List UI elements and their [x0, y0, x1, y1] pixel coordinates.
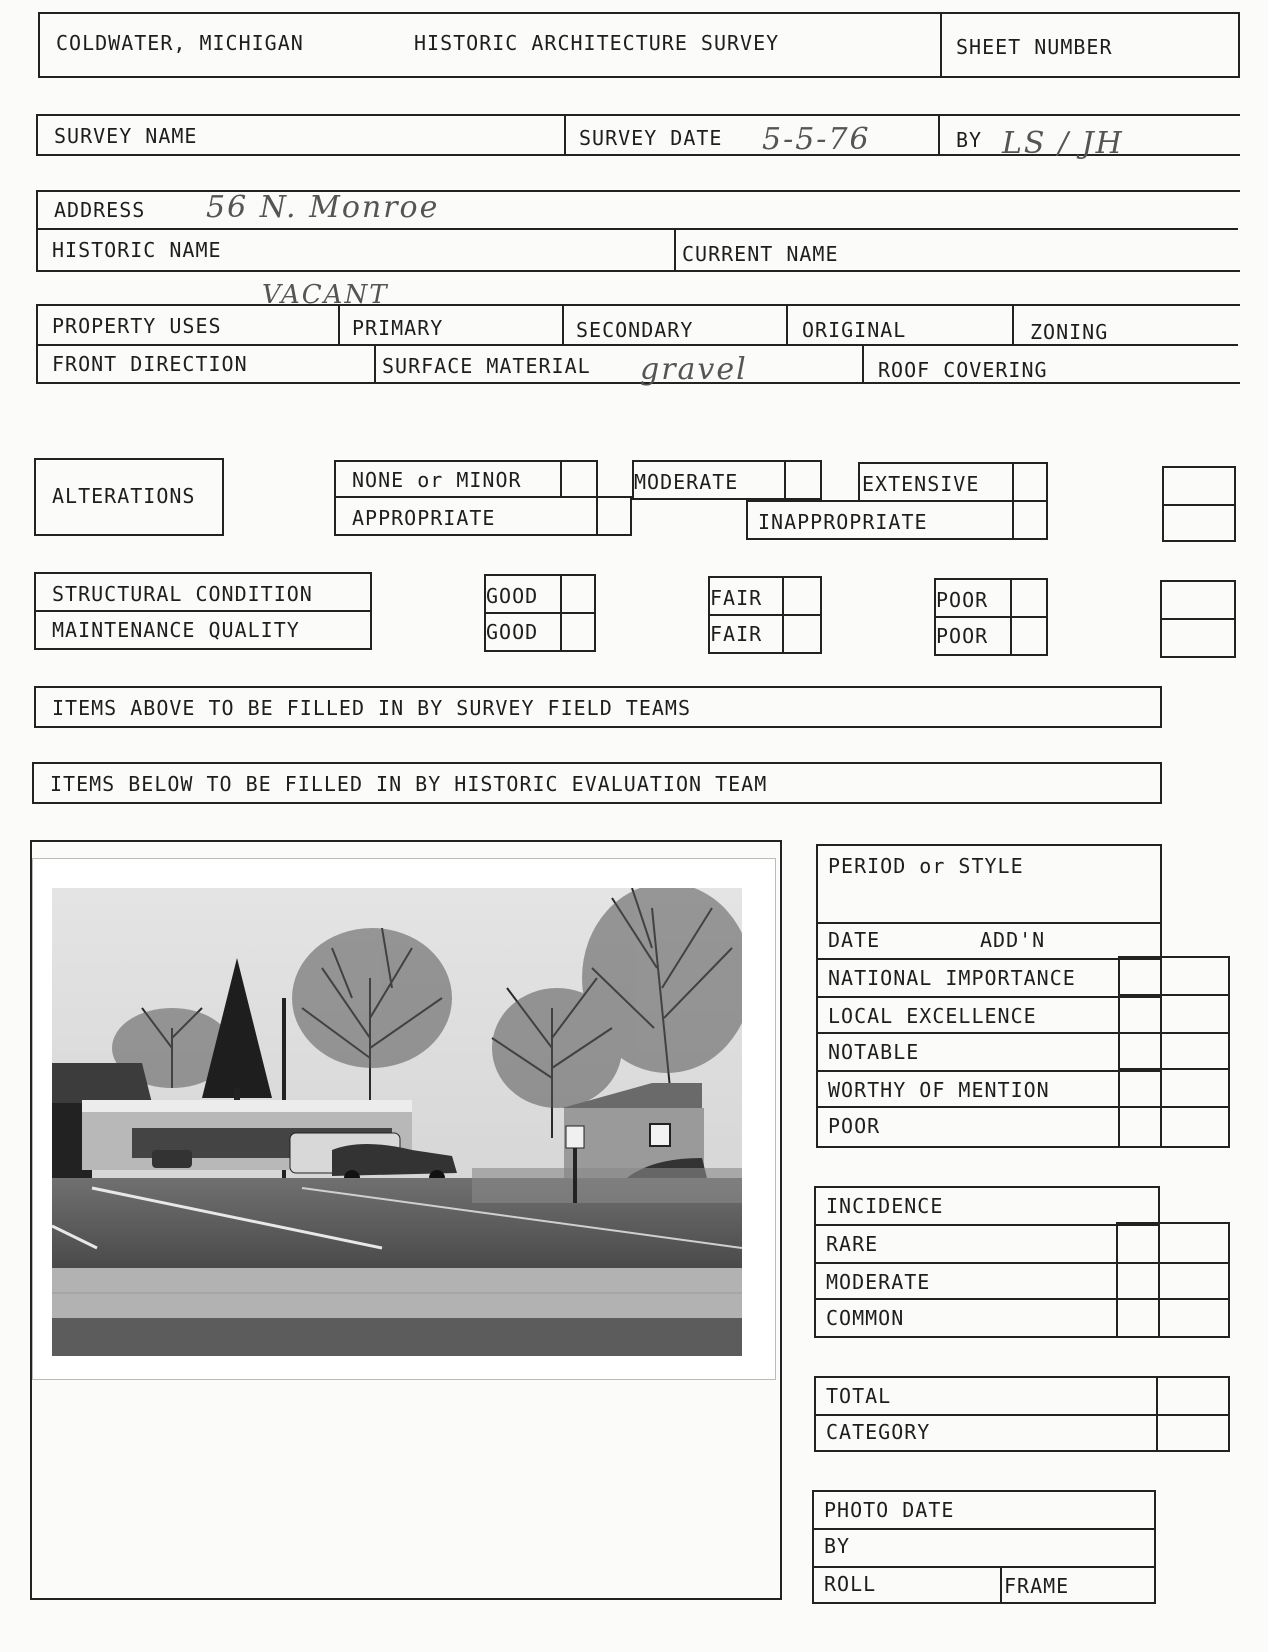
incidence-score-column[interactable] — [1116, 1222, 1230, 1338]
maintenance-poor-label: POOR — [936, 624, 989, 648]
incidence-label: INCIDENCE — [826, 1194, 944, 1218]
condition-labels-divider — [36, 610, 370, 612]
national-importance-label: NATIONAL IMPORTANCE — [828, 966, 1076, 990]
incidence-moderate-label: MODERATE — [826, 1270, 931, 1294]
survey-by-value[interactable]: LS / JH — [1002, 126, 1124, 161]
notice-above: ITEMS ABOVE TO BE FILLED IN BY SURVEY FIELD TEAMS — [52, 696, 692, 720]
evaluation-block — [816, 844, 1162, 1148]
incidence-line-2 — [816, 1262, 1158, 1264]
maintenance-fair-checkbox[interactable] — [782, 614, 820, 652]
header-divider — [940, 14, 942, 76]
worthy-of-mention-label: WORTHY OF MENTION — [828, 1078, 1050, 1102]
photo-date-label: PHOTO DATE — [824, 1498, 955, 1522]
property-uses-value[interactable]: VACANT — [262, 280, 389, 310]
structural-poor-checkbox[interactable] — [1010, 580, 1046, 614]
rare-label: RARE — [826, 1232, 879, 1256]
survey-divider-1 — [564, 116, 566, 154]
property-col-5 — [374, 344, 376, 382]
address-divider — [38, 228, 1238, 230]
condition-score-box[interactable] — [1160, 580, 1236, 658]
appropriate-label: APPROPRIATE — [352, 506, 496, 530]
property-col-4 — [1012, 306, 1014, 344]
eval-line-5 — [818, 1070, 1160, 1072]
total-value-field[interactable] — [1156, 1378, 1228, 1412]
original-label: ORIGINAL — [802, 318, 907, 342]
category-label: CATEGORY — [826, 1420, 931, 1444]
incidence-score-line-1 — [1118, 1262, 1228, 1264]
frame-label: FRAME — [1004, 1574, 1070, 1598]
eval-line-6 — [818, 1106, 1160, 1108]
alterations-score-divider — [1164, 504, 1234, 506]
maintenance-fair-label: FAIR — [710, 622, 763, 646]
eval-score-line-3 — [1120, 1068, 1228, 1070]
building-photograph — [52, 888, 742, 1356]
eval-line-1 — [818, 922, 1160, 924]
addn-label: ADD'N — [980, 928, 1046, 952]
current-name-label: CURRENT NAME — [682, 242, 839, 266]
street-scene-image — [52, 888, 742, 1356]
address-label: ADDRESS — [54, 198, 146, 222]
moderate-checkbox[interactable] — [784, 462, 820, 498]
sheet-number-label: SHEET NUMBER — [956, 35, 1113, 59]
notice-below: ITEMS BELOW TO BE FILLED IN BY HISTORIC EVALUATION TEAM — [50, 772, 768, 796]
secondary-label: SECONDARY — [576, 318, 694, 342]
maintenance-quality-label: MAINTENANCE QUALITY — [52, 618, 300, 642]
property-col-1 — [338, 306, 340, 344]
address-value[interactable]: 56 N. Monroe — [206, 190, 440, 225]
maintenance-good-label: GOOD — [486, 620, 539, 644]
photo-by-label: BY — [824, 1534, 851, 1558]
survey-name-label: SURVEY NAME — [54, 124, 198, 148]
period-style-label: PERIOD or STYLE — [828, 854, 1024, 878]
total-label: TOTAL — [826, 1384, 892, 1408]
inappropriate-label: INAPPROPRIATE — [758, 510, 928, 534]
appropriate-checkbox[interactable] — [596, 498, 630, 534]
property-col-2 — [562, 306, 564, 344]
local-excellence-label: LOCAL EXCELLENCE — [828, 1004, 1037, 1028]
primary-label: PRIMARY — [352, 316, 444, 340]
form-title: HISTORIC ARCHITECTURE SURVEY — [414, 31, 780, 55]
survey-divider-2 — [938, 116, 940, 154]
extensive-checkbox[interactable] — [1012, 464, 1046, 500]
property-uses-label: PROPERTY USES — [52, 314, 222, 338]
property-col-3 — [786, 306, 788, 344]
structural-good-label: GOOD — [486, 584, 539, 608]
evaluation-score-column[interactable] — [1118, 956, 1230, 1148]
eval-line-3 — [818, 996, 1160, 998]
city-label: COLDWATER, MICHIGAN — [56, 31, 304, 55]
front-direction-label: FRONT DIRECTION — [52, 352, 248, 376]
eval-line-2 — [818, 958, 1160, 960]
photo-info-line-1 — [814, 1528, 1154, 1530]
zoning-label: ZONING — [1030, 320, 1109, 344]
photo-info-line-2 — [814, 1566, 1154, 1568]
eval-line-4 — [818, 1032, 1160, 1034]
extensive-label: EXTENSIVE — [862, 472, 980, 496]
common-label: COMMON — [826, 1306, 905, 1330]
eval-poor-label: POOR — [828, 1114, 881, 1138]
surface-material-value[interactable]: gravel — [640, 352, 748, 387]
roll-label: ROLL — [824, 1572, 877, 1596]
inappropriate-checkbox[interactable] — [1012, 502, 1046, 538]
roof-covering-label: ROOF COVERING — [878, 358, 1048, 382]
incidence-line-3 — [816, 1298, 1158, 1300]
none-minor-checkbox[interactable] — [562, 462, 596, 496]
structural-poor-label: POOR — [936, 588, 989, 612]
eval-score-line-2 — [1120, 1032, 1228, 1034]
structural-good-checkbox[interactable] — [560, 576, 594, 610]
structural-condition-label: STRUCTURAL CONDITION — [52, 582, 313, 606]
structural-fair-checkbox[interactable] — [782, 578, 820, 612]
notable-label: NOTABLE — [828, 1040, 920, 1064]
property-divider — [38, 344, 1238, 346]
alterations-label: ALTERATIONS — [52, 484, 196, 508]
name-divider — [674, 228, 676, 270]
survey-date-label: SURVEY DATE — [579, 126, 723, 150]
category-value-field[interactable] — [1156, 1414, 1228, 1450]
maintenance-poor-checkbox[interactable] — [1010, 616, 1046, 654]
historic-name-label: HISTORIC NAME — [52, 238, 222, 262]
structural-fair-label: FAIR — [710, 586, 763, 610]
eval-score-line-1 — [1120, 994, 1228, 996]
alterations-score-box[interactable] — [1162, 466, 1236, 542]
maintenance-good-checkbox[interactable] — [560, 612, 594, 650]
incidence-line-1 — [816, 1224, 1158, 1226]
roll-frame-divider — [1000, 1566, 1002, 1602]
survey-date-value[interactable]: 5-5-76 — [762, 122, 871, 157]
eval-score-line-4 — [1120, 1106, 1228, 1108]
condition-score-divider — [1162, 618, 1234, 620]
surface-material-label: SURFACE MATERIAL — [382, 354, 591, 378]
none-minor-label: NONE or MINOR — [352, 468, 522, 492]
survey-by-label: BY — [956, 128, 983, 152]
moderate-label: MODERATE — [634, 470, 739, 494]
date-label: DATE — [828, 928, 881, 952]
property-col-6 — [862, 344, 864, 382]
incidence-score-line-2 — [1118, 1298, 1228, 1300]
